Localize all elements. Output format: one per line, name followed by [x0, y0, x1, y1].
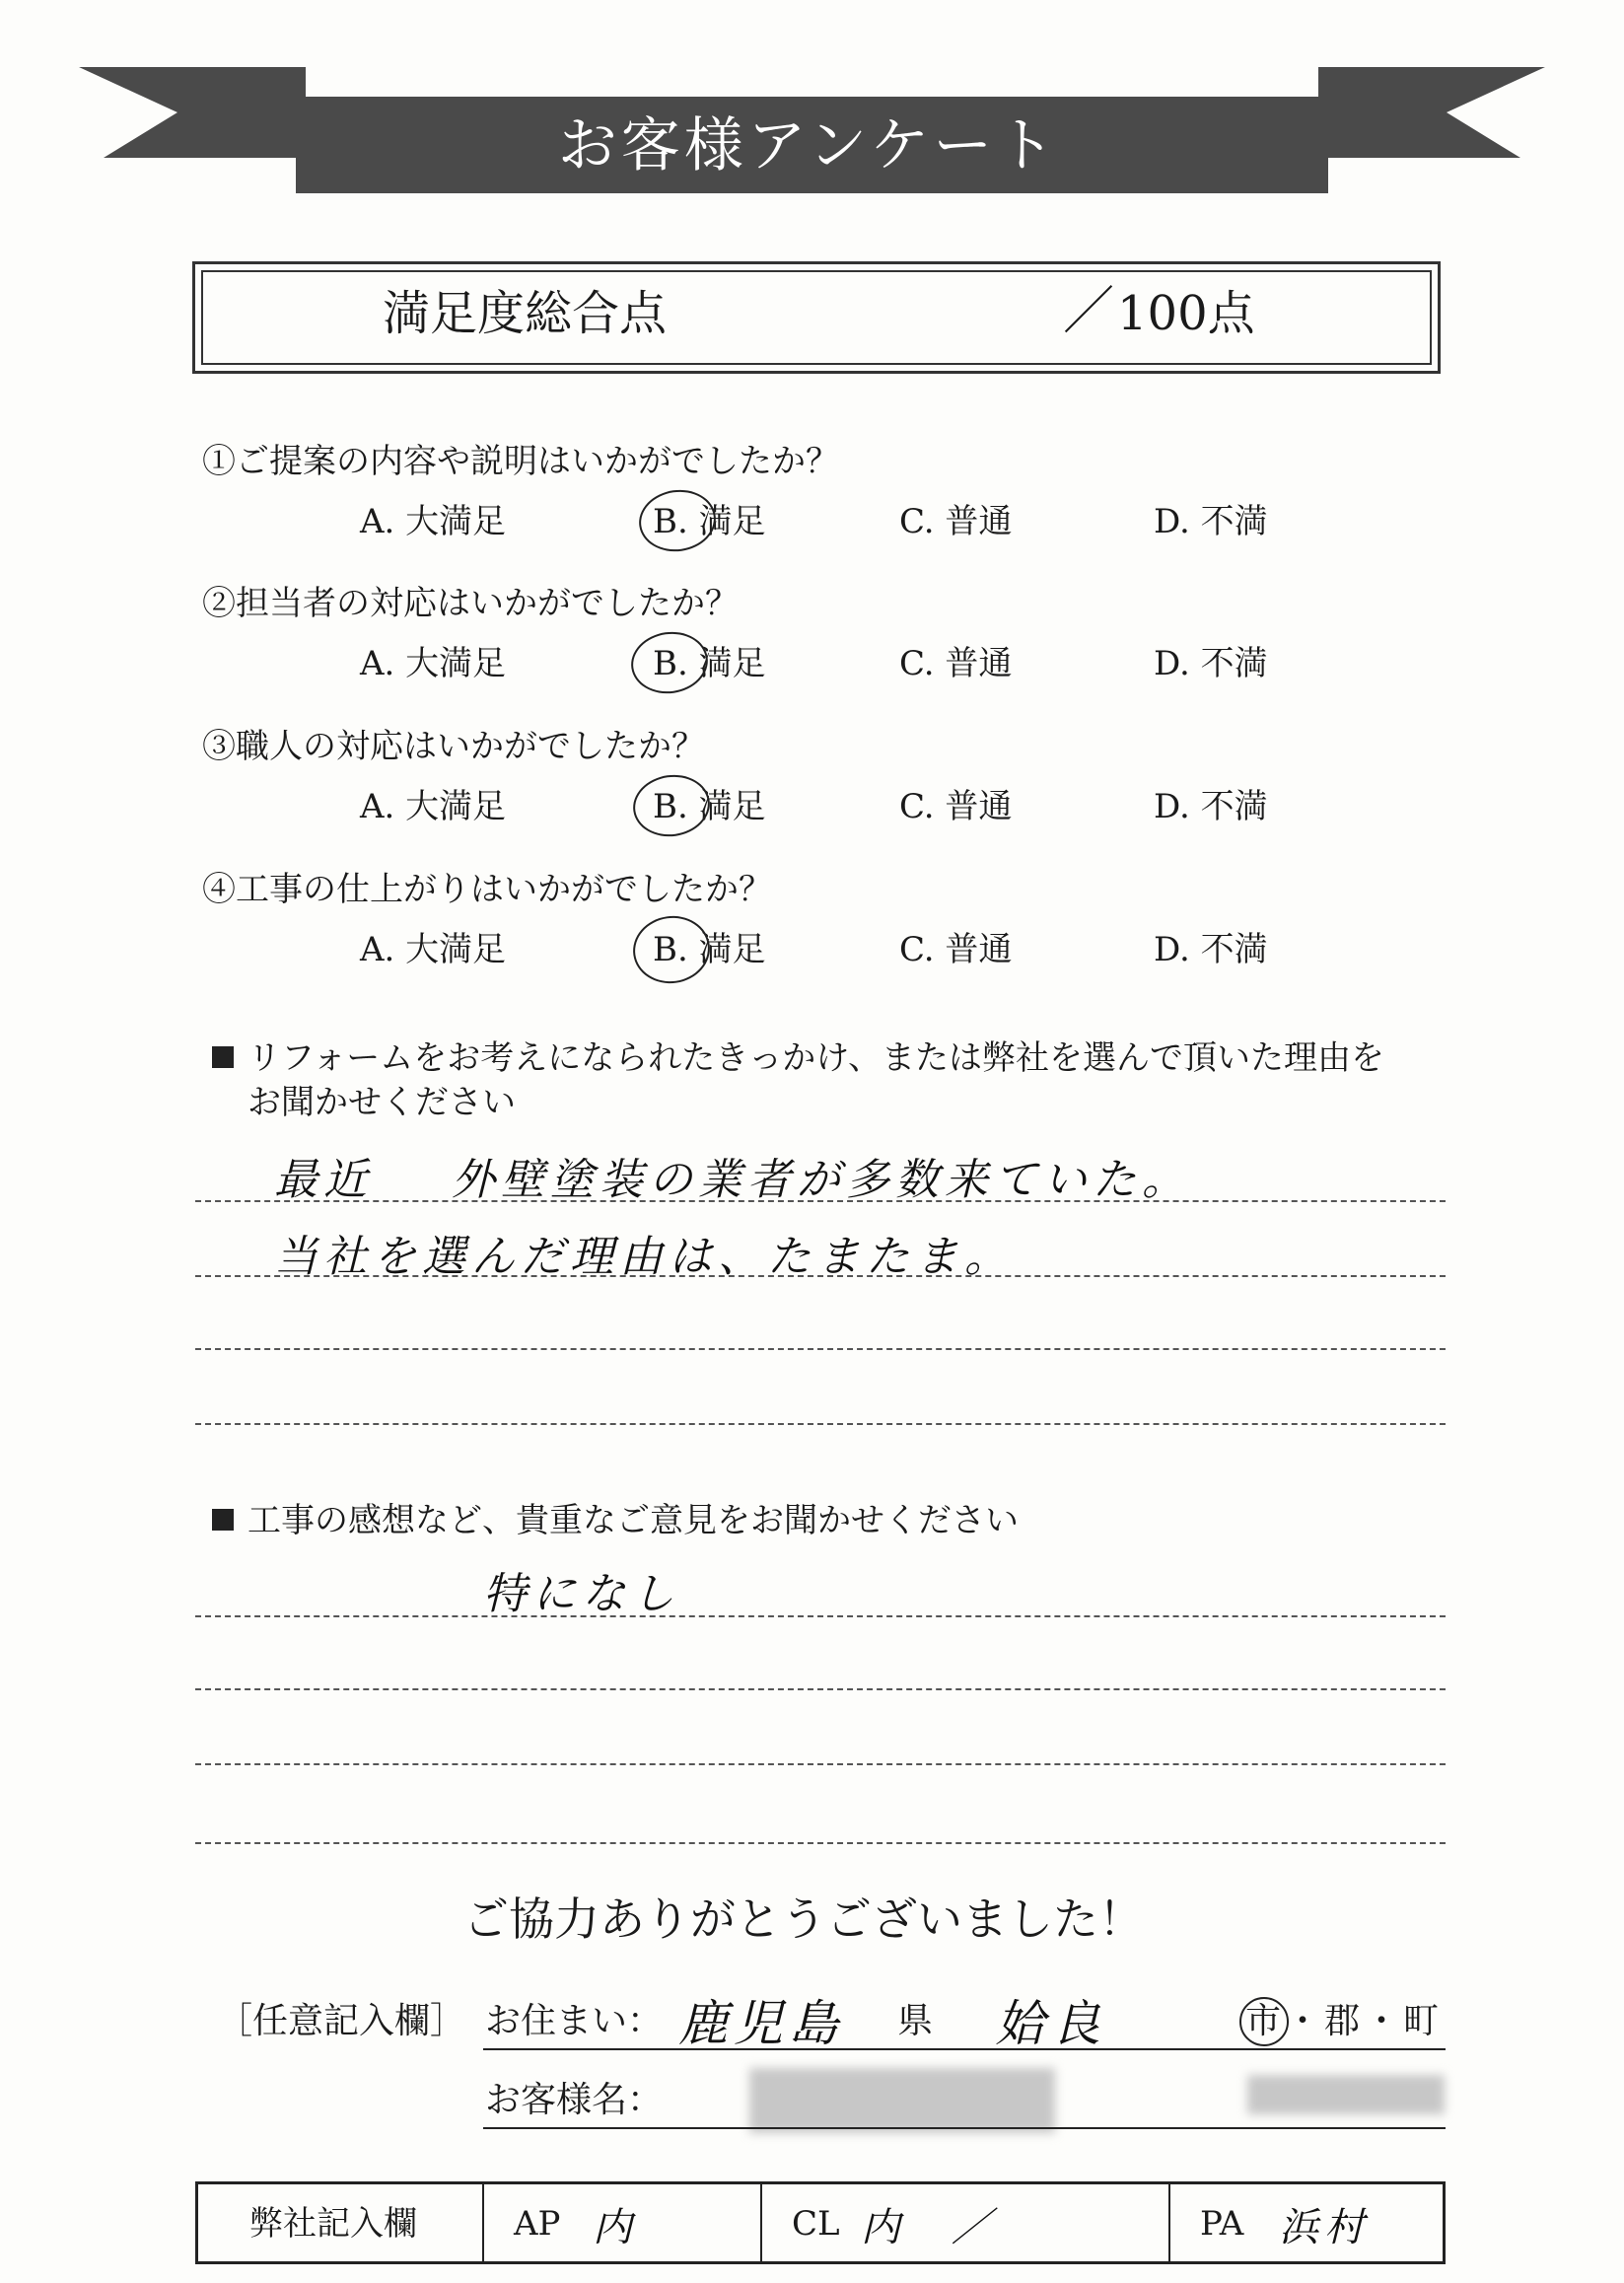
reason-answer-line-2 [195, 1275, 1446, 1277]
q1-option-a[interactable]: A. 大満足 [360, 502, 507, 541]
office-pa-label: PA [1200, 2204, 1244, 2244]
score-box [192, 261, 1441, 374]
q1-selected-circle [635, 485, 720, 556]
q3-option-d[interactable]: D. 不満 [1154, 787, 1268, 826]
city-suffix: 市 [1245, 2001, 1282, 2041]
q1-option-b[interactable]: B. 満足 [653, 502, 766, 541]
opinion-answer-line-4 [195, 1842, 1446, 1844]
reason-heading-line2: お聞かせください [247, 1083, 516, 1122]
address-underline [483, 2048, 1446, 2050]
office-cl-cell [762, 2184, 1170, 2261]
question-2: ②担当者の対応はいかがでしたか？ [202, 584, 739, 623]
q2-option-d[interactable]: D. 不満 [1154, 644, 1268, 683]
q4-option-a[interactable]: A. 大満足 [360, 930, 507, 969]
reason-heading-line1: リフォームをお考えになられたきっかけ、または弊社を選んで頂いた理由を [247, 1038, 1384, 1078]
name-label: お客様名： [485, 2080, 664, 2120]
district-suffix: 郡 [1324, 2001, 1361, 2041]
reason-heading [212, 1036, 1384, 1080]
customer-name-redacted [749, 2068, 1055, 2133]
score-slash: ／ [1063, 282, 1115, 341]
banner-right-tail [1318, 67, 1545, 158]
opinion-answer-line-2 [195, 1688, 1446, 1690]
name-underline [483, 2127, 1446, 2129]
city-separator-1: ・ [1285, 2001, 1321, 2041]
q4-option-d[interactable]: D. 不満 [1154, 930, 1268, 969]
bullet-square-icon [212, 1509, 234, 1531]
office-pa-value[interactable]: 浜村 [1279, 2205, 1370, 2250]
opinion-answer-line-1 [195, 1615, 1446, 1617]
q2-option-c[interactable]: C. 普通 [899, 644, 1013, 683]
q2-selected-circle [627, 627, 712, 698]
prefecture-handwritten[interactable]: 鹿児島 [678, 1995, 844, 2052]
prefecture-suffix: 県 [897, 2001, 934, 2041]
office-label: 弊社記入欄 [249, 2204, 417, 2244]
q2-option-a[interactable]: A. 大満足 [360, 644, 507, 683]
office-cl-value[interactable]: 内 ／ [861, 2205, 997, 2250]
reason-answer-line-4 [195, 1423, 1446, 1425]
office-ap-value[interactable]: 内 [593, 2205, 638, 2250]
q3-option-c[interactable]: C. 普通 [899, 787, 1013, 826]
office-pa-cell [1170, 2184, 1443, 2261]
reason-answer-line-3 [195, 1348, 1446, 1350]
city-separator-2: ・ [1364, 2001, 1400, 2041]
office-ap-cell [484, 2184, 762, 2261]
q3-option-a[interactable]: A. 大満足 [360, 787, 507, 826]
q1-option-d[interactable]: D. 不満 [1154, 502, 1268, 541]
thanks-message: ご協力ありがとうございました！ [463, 1892, 1144, 1946]
optional-label: ［任意記入欄］ [217, 2001, 466, 2041]
q3-option-b[interactable]: B. 満足 [653, 787, 766, 826]
score-label: 満足度総合点 [383, 286, 668, 341]
address-label: お住まい： [485, 2001, 664, 2041]
q3-selected-circle [629, 770, 714, 841]
opinion-answer[interactable]: 特になし [483, 1569, 680, 1619]
reason-answer-part1[interactable]: 最近 [274, 1155, 373, 1205]
city-handwritten[interactable]: 姶良 [996, 1995, 1106, 2052]
office-cl-label: CL [792, 2204, 840, 2244]
city-selected-circle [1239, 1997, 1289, 2046]
q4-option-c[interactable]: C. 普通 [899, 930, 1013, 969]
reason-answer-part2[interactable]: 外壁塗装の業者が多数来ていた。 [452, 1155, 1191, 1205]
survey-title: お客様アンケート [557, 111, 1060, 180]
customer-extra-redacted [1247, 2075, 1445, 2114]
reason-answer-line2[interactable]: 当社を選んだ理由は、たまたま。 [274, 1232, 1014, 1282]
q2-option-b[interactable]: B. 満足 [653, 644, 766, 683]
opinion-answer-line-3 [195, 1763, 1446, 1765]
town-suffix: 町 [1403, 2001, 1440, 2041]
office-label-cell [198, 2184, 484, 2261]
question-3: ③職人の対応はいかがでしたか？ [202, 727, 705, 766]
question-1: ①ご提案の内容や説明はいかがでしたか？ [202, 442, 839, 481]
q4-option-b[interactable]: B. 満足 [653, 930, 766, 969]
q1-option-c[interactable]: C. 普通 [899, 502, 1013, 541]
score-max: 100点 [1117, 286, 1255, 341]
question-4: ④工事の仕上がりはいかがでしたか？ [202, 870, 772, 909]
office-ap-label: AP [514, 2204, 561, 2244]
reason-answer-line-1 [195, 1200, 1446, 1202]
banner-left-tail [79, 67, 306, 158]
bullet-square-icon [212, 1046, 234, 1068]
opinion-heading [212, 1499, 1019, 1542]
opinion-heading-text: 工事の感想など、貴重なご意見をお聞かせください [247, 1501, 1019, 1540]
office-use-table [195, 2181, 1446, 2264]
q4-selected-circle [629, 911, 715, 988]
